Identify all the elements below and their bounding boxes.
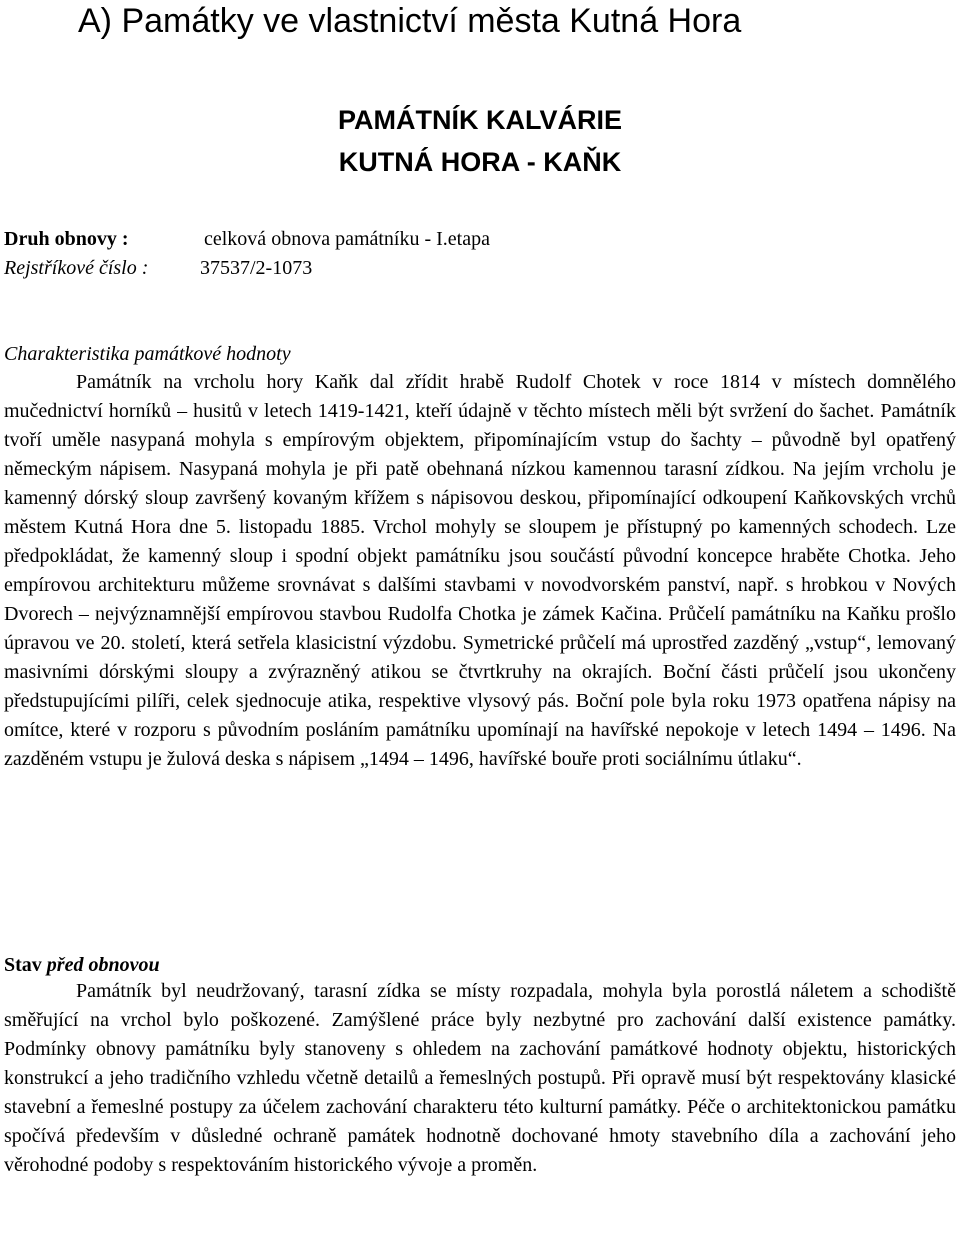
subtitle-text-2: KUTNÁ HORA - KAŇK [338, 147, 622, 177]
characteristics-paragraph: Památník na vrcholu hory Kaňk dal zřídit hrabě Rudolf Chotek v roce 1814 v místech domnělého mučednictví horníků – husitů v letech 1419-1421, kteří údajně v těchto místech měli být svržení do šachet. Památník tvoří uměle nasypaná mohyla s empírovým objektem, připomínajícím vstup do šachty – původně byl opatřený německým nápisem. Nasypaná mohyla je při patě obehnaná nízkou kamennou tarasní zídkou. Na jejím vrcholu je kamenný dórský sloup završený kovaným křížem s nápisovou deskou, připomínající odkoupení Kaňkovských vrchů městem Kutná Hora dne 5. listopadu 1885. Vrchol mohyly se sloupem je přístupný po kamenných schodech. Lze předpokládat, že kamenný sloup i spodní objekt památníku jsou součástí původní koncepce hraběte Chotka. Jeho empírovou architekturu můžeme srovnávat s dalšími stavbami v novodvorském panství, např. s hrobkou v Nových Dvorech – nejvýznamnější empírovou stavbou Rudolfa Chotka je zámek Kačina. Průčelí památníku na Kaňku prošlo úpravou ve 20. století, která setřela klasicistní výzdobu. Symetrické průčelí má uprostřed zazděný „vstup“, lemovaný masivními dórskými sloupy a zvýrazněný atikou se čtvrtkruhy na okrajích. Boční části průčelí jsou ukončeny předstupujícími pilíři, celek sjednocuje atika, respektive vlysový pás. Boční pole byla roku 1973 opatřena nápisy na omítce, které v rozporu s původním posláním památníku upomínají na havířské nepokoje v letech 1494 – 1496. Na zazděném vstupu je žulová deska s nápisem „1494 – 1496, havířské bouře proti sociálnímu útlaku“. [4, 371, 956, 770]
state-before-heading [4, 952, 160, 978]
characteristics-heading: Charakteristika památkové hodnoty [4, 343, 291, 365]
subtitle-line-1 [0, 104, 960, 136]
renovation-type-row [4, 226, 490, 252]
state-before-paragraph: Památník byl neudržovaný, tarasní zídka se místy rozpadala, mohyla byla porostlá náletem a schodiště směřující na vrchol bylo poškozené. Zamýšlené práce byly nezbytné pro zachování další existence památky. Podmínky obnovy památníku byly stanoveny s ohledem na zachování památkové hodnoty objektu, historických konstrukcí a jeho tradičního vzhledu včetně detailů a řemeslných postupů. Při opravě musí být respektovány klasické stavební a řemeslné postupy za účelem zachování charakteru této kulturní památky. Péče o architektonickou památku spočívá především v důsledné ochraně památek hodnotně dochované hmoty stavebního díla a zachování jeho věrohodné podoby s respektováním historického vývoje a proměn. [4, 980, 956, 1176]
renovation-type-label: Druh obnovy : [4, 228, 129, 250]
state-before-heading-part2: před obnovou [46, 954, 160, 976]
subtitle-text-1: PAMÁTNÍK KALVÁRIE [338, 105, 622, 135]
main-title: A) Památky ve vlastnictví města Kutná Hora [78, 2, 742, 40]
register-number-label: Rejstříkové číslo : [4, 257, 149, 279]
subtitle-line-2 [0, 146, 960, 178]
register-number-row [4, 255, 312, 281]
renovation-type-value: celková obnova památníku - I.etapa [204, 228, 490, 250]
register-number-value: 37537/2-1073 [200, 257, 313, 279]
state-before-heading-part1: Stav [4, 954, 47, 976]
